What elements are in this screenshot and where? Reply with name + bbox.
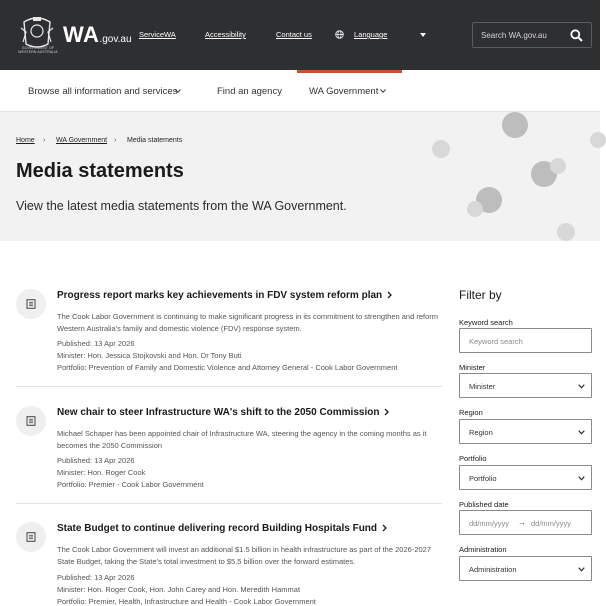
servicewa-link[interactable]: ServiceWA: [139, 30, 176, 39]
bubble-icon: [550, 158, 566, 174]
nav-browse-services[interactable]: Browse all information and services: [28, 86, 178, 97]
chevron-down-icon[interactable]: [380, 89, 386, 93]
statement-minister: Minister: Hon. Roger Cook: [57, 468, 146, 477]
chevron-down-icon[interactable]: [420, 33, 426, 37]
keyword-placeholder: Keyword search: [469, 337, 523, 346]
chevron-right-icon: [387, 291, 392, 299]
statement-description: Michael Schaper has been appointed chair of Infrastructure WA, steering the agency in the coming months as it becomes the 2050 Commission: [57, 429, 427, 450]
statement-title: Progress report marks key achievements in FDV system reform plan: [57, 290, 383, 301]
list-item: [16, 406, 442, 501]
portfolio-select-value: Portfolio: [469, 474, 497, 483]
minister-select[interactable]: [459, 373, 592, 398]
nav-wa-government[interactable]: WA Government: [309, 86, 379, 97]
minister-select-value: Minister: [469, 382, 496, 391]
crest-caption: GOVERNMENT OF WESTERN AUSTRALIA: [18, 46, 58, 54]
nav-active-indicator: [297, 70, 402, 73]
date-to-input[interactable]: dd/mm/yyyy: [531, 519, 572, 528]
minister-label: Minister: [459, 363, 486, 372]
document-icon: [16, 522, 46, 552]
chevron-down-icon: [578, 567, 585, 572]
divider: [16, 386, 442, 387]
bubble-icon: [557, 223, 575, 241]
portfolio-select[interactable]: [459, 465, 592, 490]
statement-title: New chair to steer Infrastructure WA's shift to the 2050 Commission: [57, 407, 380, 418]
page-title: Media statements: [16, 160, 184, 182]
language-selector[interactable]: Language: [354, 30, 388, 39]
statement-portfolio: Portfolio: Premier, Health, Infrastructure and Health - Cook Labor Government: [57, 597, 316, 606]
region-select[interactable]: [459, 419, 592, 444]
chevron-down-icon: [578, 384, 585, 389]
statement-title-link[interactable]: [57, 407, 389, 418]
contact-us-link[interactable]: Contact us: [276, 30, 312, 39]
administration-select[interactable]: [459, 556, 592, 581]
statement-published: Published: 13 Apr 2026: [57, 456, 135, 465]
statement-title: State Budget to continue delivering record Building Hospitals Fund: [57, 523, 378, 534]
breadcrumb-separator-icon: ›: [114, 137, 117, 144]
site-header: [0, 0, 600, 70]
published-date-label: Published date: [459, 500, 509, 509]
document-icon: [16, 289, 46, 319]
layers-icon: [502, 112, 528, 138]
search-placeholder: Search WA.gov.au: [481, 31, 547, 40]
accessibility-link[interactable]: Accessibility: [205, 30, 246, 39]
administration-select-value: Administration: [469, 565, 517, 574]
statement-minister: Minister: Hon. Jessica Stojkovski and Hon. Dr Tony Buti: [57, 351, 242, 360]
chevron-down-icon: [578, 430, 585, 435]
region-label: Region: [459, 408, 483, 417]
page-subtitle: View the latest media statements from the WA Government.: [16, 199, 347, 213]
main-nav: [0, 70, 600, 112]
keyword-label: Keyword search: [459, 318, 513, 327]
logo-suffix: .gov.au: [99, 34, 132, 45]
chevron-down-icon[interactable]: [175, 89, 181, 93]
globe-icon: [335, 30, 344, 39]
breadcrumb-home[interactable]: Home: [16, 137, 35, 144]
search-icon[interactable]: [570, 29, 583, 42]
filter-title: Filter by: [459, 288, 502, 302]
chevron-right-icon: [382, 524, 387, 532]
list-item: [16, 289, 442, 384]
published-date-range[interactable]: [459, 510, 592, 535]
keyword-search-input[interactable]: [459, 328, 592, 353]
statement-published: Published: 13 Apr 2026: [57, 573, 135, 582]
statement-title-link[interactable]: [57, 290, 392, 301]
date-from-input[interactable]: dd/mm/yyyy: [469, 519, 510, 528]
region-select-value: Region: [469, 428, 493, 437]
statement-portfolio: Portfolio: Premier - Cook Labor Government: [57, 480, 204, 489]
wa-gov-logo[interactable]: [63, 22, 132, 48]
portfolio-label: Portfolio: [459, 454, 487, 463]
list-item: [16, 522, 442, 606]
statement-published: Published: 13 Apr 2026: [57, 339, 135, 348]
nav-find-agency[interactable]: Find an agency: [217, 86, 282, 97]
statement-description: The Cook Labor Government will invest an additional $1.5 billion in health infrastructure as part of the 2026-2027 State Budget, taking the State's total investment to $5.5 billion over the forward estimates.: [57, 545, 431, 566]
bubble-icon: [590, 132, 606, 148]
breadcrumb-current: Media statements: [127, 137, 183, 144]
page-hero: [0, 112, 600, 241]
chevron-down-icon: [578, 476, 585, 481]
statement-description: The Cook Labor Government is continuing to make significant progress in its commitment to strengthen and reform Western Australia's family and domestic violence (FDV) response system.: [57, 312, 439, 333]
breadcrumb-wa-government[interactable]: WA Government: [56, 137, 108, 144]
arrow-right-icon: →: [518, 518, 526, 527]
statement-title-link[interactable]: [57, 523, 387, 534]
logo-main: WA: [63, 22, 100, 47]
chevron-right-icon: [384, 408, 389, 416]
search-input[interactable]: [472, 22, 592, 48]
download-icon: [432, 140, 450, 158]
bubble-icon: [467, 201, 483, 217]
divider: [16, 503, 442, 504]
document-icon: [16, 406, 46, 436]
statement-portfolio: Portfolio: Prevention of Family and Domestic Violence and Attorney General - Cook Labor Government: [57, 363, 398, 372]
statement-minister: Minister: Hon. Roger Cook, Hon. John Carey and Hon. Meredith Hammat: [57, 585, 301, 594]
breadcrumb-separator-icon: ›: [43, 137, 46, 144]
administration-label: Administration: [459, 545, 507, 554]
